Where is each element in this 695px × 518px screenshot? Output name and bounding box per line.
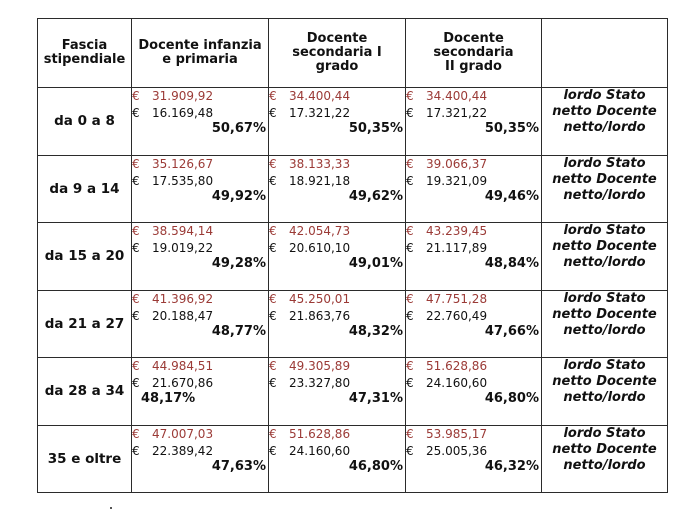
- salary-cell: [269, 155, 406, 223]
- legend-gross: lordo Stato: [563, 425, 646, 441]
- gross-line: [406, 291, 541, 308]
- legend-net: netto Docente: [552, 239, 657, 254]
- gross-line: [132, 291, 268, 308]
- net-value: 19.321,09: [426, 173, 488, 188]
- ratio-value: 48,84%: [484, 256, 539, 271]
- gross-line: [406, 223, 541, 240]
- table-row: [38, 155, 668, 223]
- net-value: 25.005,36: [426, 443, 488, 458]
- salary-band: 35 e oltre: [38, 425, 132, 493]
- salary-cell: [132, 290, 269, 358]
- salary-cell: [269, 223, 406, 291]
- euro-sign: €: [132, 291, 140, 306]
- legend-gross: lordo Stato: [563, 155, 646, 171]
- euro-sign: €: [406, 291, 414, 306]
- header-line: grado: [315, 59, 359, 74]
- salary-cell: [406, 425, 542, 493]
- net-value: 21.670,86: [152, 376, 214, 390]
- net-value: 22.389,42: [152, 443, 214, 458]
- salary-cell: [269, 290, 406, 358]
- euro-sign: €: [132, 106, 140, 120]
- net-line: [406, 308, 541, 325]
- gross-line: [269, 291, 405, 308]
- salary-band: da 21 a 27: [38, 290, 132, 358]
- gross-value: 34.400,44: [289, 89, 351, 103]
- header-line: Docente: [443, 31, 504, 46]
- euro-sign: €: [406, 156, 414, 171]
- ratio-value: 50,67%: [211, 121, 266, 136]
- table-row: [38, 223, 668, 291]
- legend-gross: lordo Stato: [563, 290, 646, 306]
- net-value: 22.760,49: [426, 308, 488, 323]
- euro-sign: €: [132, 308, 140, 323]
- net-value: 16.169,48: [152, 106, 214, 120]
- legend-gross: lordo Stato: [563, 88, 646, 103]
- euro-sign: €: [132, 443, 140, 458]
- legend-ratio: netto/lordo: [563, 187, 646, 203]
- net-value: 20.188,47: [152, 308, 214, 323]
- gross-value: 31.909,92: [152, 89, 214, 103]
- gross-value: 38.133,33: [289, 156, 351, 171]
- net-value: 21.117,89: [426, 241, 488, 255]
- legend-ratio: netto/lordo: [563, 255, 646, 270]
- header-line: secondaria: [433, 45, 514, 60]
- legend-net: netto Docente: [552, 306, 657, 322]
- net-line: [406, 105, 541, 122]
- table-row: [38, 88, 668, 156]
- gross-line: [132, 223, 268, 240]
- salary-cell: [406, 155, 542, 223]
- euro-sign: €: [406, 106, 414, 120]
- gross-value: 34.400,44: [426, 89, 488, 103]
- row-legend: [542, 155, 668, 223]
- gross-line: [132, 88, 268, 105]
- row-legend: [542, 290, 668, 358]
- legend-ratio: netto/lordo: [563, 322, 646, 338]
- net-line: [132, 173, 268, 190]
- euro-sign: €: [269, 241, 277, 255]
- euro-sign: €: [132, 224, 140, 238]
- net-line: [132, 443, 268, 460]
- euro-sign: €: [132, 89, 140, 103]
- net-line: [132, 240, 268, 257]
- euro-sign: €: [406, 308, 414, 323]
- gross-line: [132, 156, 268, 173]
- ratio-value: 48,77%: [211, 323, 266, 339]
- gross-value: 35.126,67: [152, 156, 214, 171]
- gross-value: 41.396,92: [152, 291, 214, 306]
- net-value: 24.160,60: [426, 376, 488, 390]
- header-row: [38, 19, 668, 88]
- ratio-value: 46,80%: [348, 458, 403, 474]
- ratio-value: 47,66%: [484, 323, 539, 339]
- header-line: secondaria I: [292, 45, 382, 60]
- legend-ratio: netto/lordo: [563, 457, 646, 473]
- net-value: 24.160,60: [289, 443, 351, 458]
- gross-value: 49.305,89: [289, 359, 351, 373]
- salary-cell: [269, 358, 406, 426]
- net-value: 21.863,76: [289, 308, 351, 323]
- gross-line: [269, 156, 405, 173]
- header-line: Docente infanzia: [138, 38, 262, 53]
- salary-cell: [406, 290, 542, 358]
- gross-value: 47.751,28: [426, 291, 488, 306]
- euro-sign: €: [269, 376, 277, 390]
- net-line: [269, 375, 405, 392]
- row-legend: [542, 358, 668, 426]
- salary-cell: [132, 425, 269, 493]
- header-col-infanzia: [132, 19, 269, 88]
- ratio-value: 49,28%: [211, 256, 266, 271]
- salary-cell: [132, 88, 269, 156]
- gross-line: [269, 223, 405, 240]
- euro-sign: €: [132, 359, 140, 373]
- gross-line: [406, 358, 541, 375]
- salary-band: da 0 a 8: [38, 88, 132, 156]
- stray-dot: [110, 507, 112, 509]
- euro-sign: €: [406, 376, 414, 390]
- header-line: e primaria: [162, 52, 238, 67]
- net-line: [269, 443, 405, 460]
- gross-value: 44.984,51: [152, 359, 214, 373]
- euro-sign: €: [132, 173, 140, 188]
- header-line: II grado: [445, 59, 502, 74]
- euro-sign: €: [269, 89, 277, 103]
- ratio-value: 50,35%: [484, 121, 539, 136]
- salary-band: da 28 a 34: [38, 358, 132, 426]
- net-value: 23.327,80: [289, 376, 351, 390]
- euro-sign: €: [406, 426, 414, 441]
- salary-cell: [132, 358, 269, 426]
- euro-sign: €: [406, 224, 414, 238]
- table-row: [38, 290, 668, 358]
- row-legend: [542, 88, 668, 156]
- legend-ratio: netto/lordo: [563, 120, 646, 135]
- header-line: Docente: [306, 31, 368, 46]
- gross-line: [132, 426, 268, 443]
- table-row: [38, 425, 668, 493]
- salary-cell: [269, 88, 406, 156]
- euro-sign: €: [269, 443, 277, 458]
- net-value: 18.921,18: [289, 173, 351, 188]
- gross-line: [406, 156, 541, 173]
- legend-gross: lordo Stato: [563, 223, 646, 238]
- gross-line: [406, 426, 541, 443]
- ratio-value: 49,62%: [348, 188, 403, 204]
- euro-sign: €: [269, 426, 277, 441]
- salary-cell: [406, 358, 542, 426]
- salary-cell: [132, 223, 269, 291]
- legend-net: netto Docente: [552, 374, 657, 389]
- euro-sign: €: [269, 173, 277, 188]
- salary-cell: [406, 88, 542, 156]
- euro-sign: €: [132, 426, 140, 441]
- ratio-value: 46,80%: [484, 391, 539, 406]
- net-value: 17.321,22: [289, 106, 351, 120]
- gross-value: 43.239,45: [426, 224, 488, 238]
- ratio-value: 50,35%: [348, 121, 403, 136]
- header-col-secondaria-1: [269, 19, 406, 88]
- legend-net: netto Docente: [552, 441, 657, 457]
- gross-value: 51.628,86: [289, 426, 351, 441]
- net-line: [406, 240, 541, 257]
- salary-band: da 9 a 14: [38, 155, 132, 223]
- salary-band: da 15 a 20: [38, 223, 132, 291]
- net-value: 17.321,22: [426, 106, 488, 120]
- ratio-value: 48,17%: [141, 391, 196, 406]
- gross-value: 42.054,73: [289, 224, 351, 238]
- gross-line: [269, 88, 405, 105]
- euro-sign: €: [406, 89, 414, 103]
- row-legend: [542, 425, 668, 493]
- net-line: [406, 375, 541, 392]
- net-line: [406, 173, 541, 190]
- salary-table: [37, 18, 668, 493]
- euro-sign: €: [269, 291, 277, 306]
- ratio-value: 47,63%: [211, 458, 266, 474]
- ratio-value: 49,46%: [484, 188, 539, 204]
- header-band: [38, 19, 132, 88]
- euro-sign: €: [269, 224, 277, 238]
- net-line: [269, 308, 405, 325]
- legend-net: netto Docente: [552, 104, 657, 119]
- gross-value: 51.628,86: [426, 359, 488, 373]
- legend-ratio: netto/lordo: [563, 390, 646, 405]
- salary-cell: [406, 223, 542, 291]
- euro-sign: €: [406, 173, 414, 188]
- ratio-value: 49,92%: [211, 188, 266, 204]
- euro-sign: €: [132, 156, 140, 171]
- euro-sign: €: [406, 241, 414, 255]
- net-value: 20.610,10: [289, 241, 351, 255]
- euro-sign: €: [269, 156, 277, 171]
- net-value: 17.535,80: [152, 173, 214, 188]
- euro-sign: €: [406, 359, 414, 373]
- header-band-line: Fascia: [61, 38, 108, 53]
- row-legend: [542, 223, 668, 291]
- euro-sign: €: [406, 443, 414, 458]
- gross-line: [406, 88, 541, 105]
- ratio-value: 48,32%: [348, 323, 403, 339]
- gross-line: [269, 358, 405, 375]
- ratio-value: 46,32%: [484, 458, 539, 474]
- legend-gross: lordo Stato: [563, 358, 646, 373]
- euro-sign: €: [132, 376, 140, 390]
- header-empty: [542, 19, 668, 88]
- net-line: [132, 105, 268, 122]
- salary-cell: [269, 425, 406, 493]
- salary-cell: [132, 155, 269, 223]
- net-line: [406, 443, 541, 460]
- euro-sign: €: [269, 106, 277, 120]
- gross-value: 38.594,14: [152, 224, 214, 238]
- table-row: [38, 358, 668, 426]
- gross-value: 45.250,01: [289, 291, 351, 306]
- gross-value: 47.007,03: [152, 426, 214, 441]
- euro-sign: €: [269, 308, 277, 323]
- euro-sign: €: [132, 241, 140, 255]
- euro-sign: €: [269, 359, 277, 373]
- header-band-line: stipendiale: [43, 52, 126, 67]
- net-value: 19.019,22: [152, 241, 214, 255]
- net-line: [269, 240, 405, 257]
- gross-value: 39.066,37: [426, 156, 488, 171]
- net-line: [132, 375, 268, 392]
- net-line: [269, 105, 405, 122]
- ratio-value: 49,01%: [348, 256, 403, 271]
- net-line: [132, 308, 268, 325]
- header-col-secondaria-2: [406, 19, 542, 88]
- legend-net: netto Docente: [552, 171, 657, 187]
- net-line: [269, 173, 405, 190]
- ratio-value: 47,31%: [348, 391, 403, 406]
- gross-line: [269, 426, 405, 443]
- gross-line: [132, 358, 268, 375]
- gross-value: 53.985,17: [426, 426, 488, 441]
